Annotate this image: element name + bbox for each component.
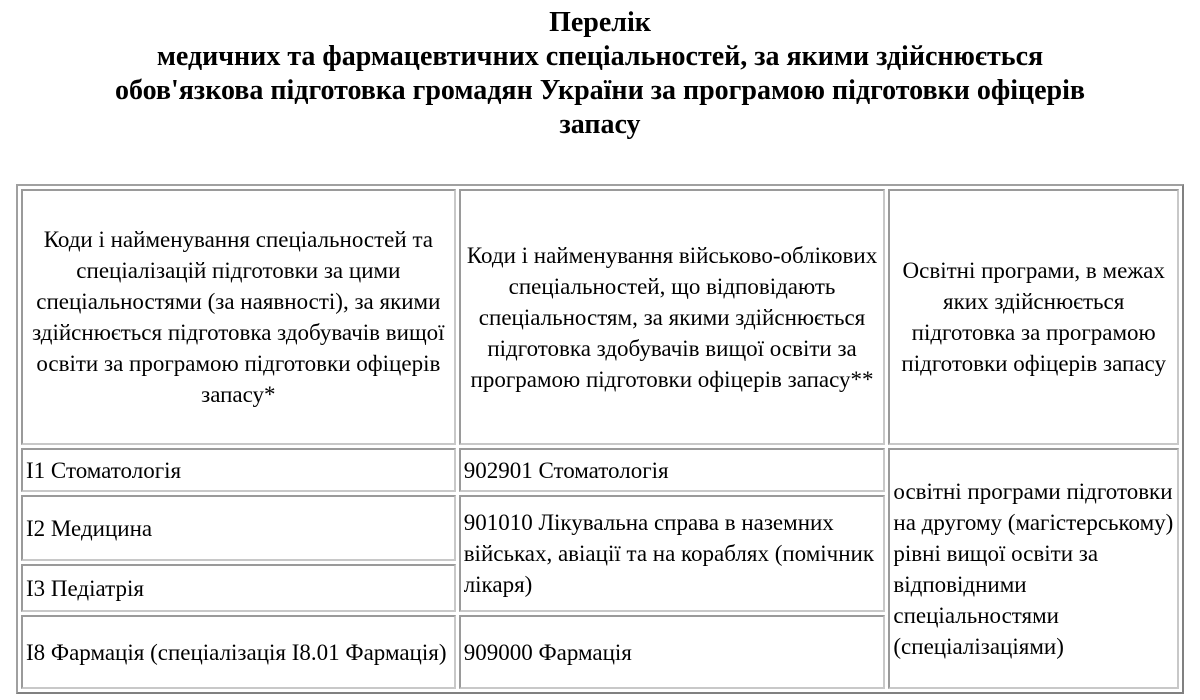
table-row [21, 448, 1179, 492]
title-line-2: медичних та фармацевтичних спеціальностей, за якими здійснюється [156, 41, 1044, 72]
military-cell-pharmacy: 909000 Фармація [459, 615, 886, 689]
title-line-3: обов'язкова підготовка громадян України за програмою підготовки офіцерів [114, 75, 1086, 106]
specialty-cell-pediatrics: I3 Педіатрія [21, 564, 456, 612]
specialties-table [16, 184, 1184, 694]
title-line-4: запасу [559, 109, 641, 140]
military-cell-medical-treatment: 901010 Лікувальна справа в наземних військах, авіації та на кораблях (помічник лікаря) [459, 495, 886, 612]
table-header-row [21, 189, 1179, 445]
header-cell-specialties: Коди і найменування спеціальностей та спеціалізацій підготовки за цими спеціальностями (за наявності), за якими здійснюється підготовка здобувачів вищої освіти за програмою підготовки офіцерів запасу* [21, 189, 456, 445]
programs-cell: освітні програми підготовки на другому (магістерському) рівні вищої освіти за відповідними спеціальностями (спеціалізаціями) [888, 448, 1179, 689]
header-cell-programs: Освітні програми, в межах яких здійснюється підготовка за програмою підготовки офіцерів запасу [888, 189, 1179, 445]
military-cell-dentistry: 902901 Стоматологія [459, 448, 886, 492]
specialty-cell-dentistry: I1 Стоматологія [21, 448, 456, 492]
document-title [0, 0, 1200, 142]
header-cell-military-specialties: Коди і найменування військово-облікових спеціальностей, що відповідають спеціальностям, за якими здійснюється підготовка здобувачів вищої освіти за програмою підготовки офіцерів запасу** [459, 189, 886, 445]
specialty-cell-medicine: I2 Медицина [21, 495, 456, 561]
title-line-1: Перелік [549, 7, 651, 38]
specialty-cell-pharmacy: I8 Фармація (спеціалізація I8.01 Фармація) [21, 615, 456, 689]
